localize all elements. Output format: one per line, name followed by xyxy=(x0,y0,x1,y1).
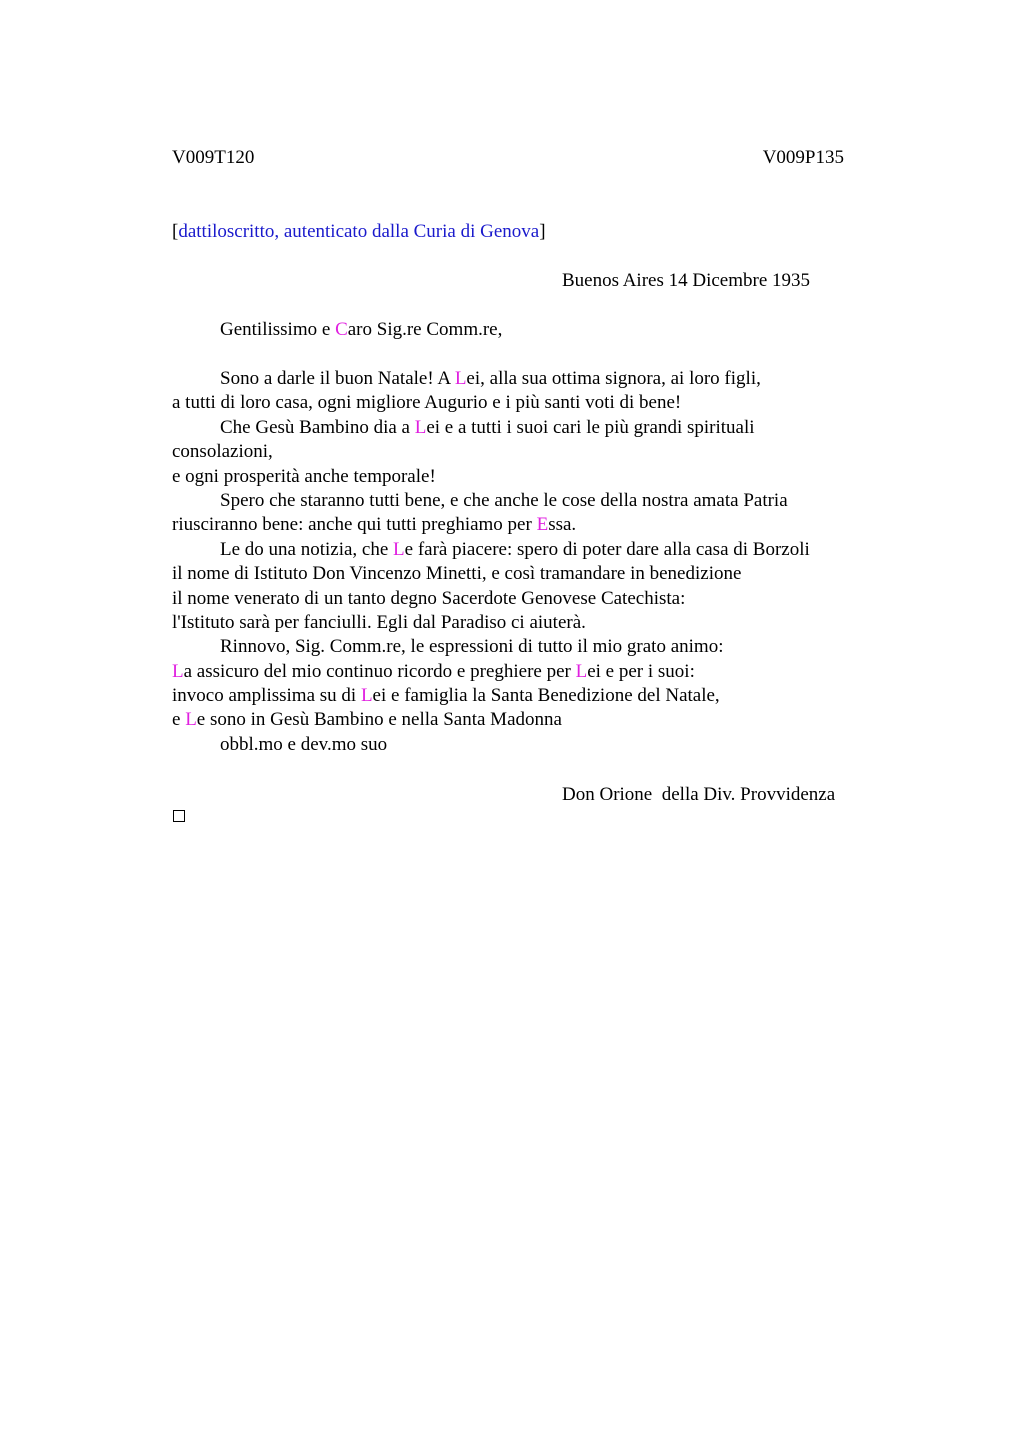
body-line: La assicuro del mio continuo ricordo e preghiere per Lei e per i suoi: xyxy=(172,660,695,682)
body-line: Che Gesù Bambino dia a Lei e a tutti i suoi cari le più grandi spirituali xyxy=(220,416,755,438)
salutation-text: Gentilissimo e xyxy=(220,319,336,340)
note-open-bracket: [ xyxy=(172,221,179,242)
empty-square-icon xyxy=(173,810,185,822)
body-line: a tutti di loro casa, ogni migliore Augurio e i più santi voti di bene! xyxy=(172,392,682,414)
body-line: e Le sono in Gesù Bambino e nella Santa Madonna xyxy=(172,709,562,731)
body-line: invoco amplissima su di Lei e famiglia la Santa Benedizione del Natale, xyxy=(172,685,720,707)
body-line: consolazioni, xyxy=(172,441,273,463)
salutation-highlight: C xyxy=(335,319,348,340)
body-line: Spero che staranno tutti bene, e che anche le cose della nostra amata Patria xyxy=(220,489,788,511)
body-line: Sono a darle il buon Natale! A Lei, alla sua ottima signora, ai loro figli, xyxy=(220,368,761,389)
closing-formula: obbl.mo e dev.mo suo xyxy=(220,733,388,755)
salutation xyxy=(220,318,502,342)
body-line: Le do una notizia, che Le farà piacere: spero di poter dare alla casa di Borzoli xyxy=(220,538,810,560)
body-line: il nome venerato di un tanto degno Sacerdote Genovese Catechista: xyxy=(172,587,686,609)
body-line: riusciranno bene: anche qui tutti preghiamo per Essa. xyxy=(172,514,577,536)
editorial-note xyxy=(172,220,546,244)
body-line: l'Istituto sarà per fanciulli. Egli dal Paradiso ci aiuterà. xyxy=(172,611,586,633)
letter-date: Buenos Aires 14 Dicembre 1935 xyxy=(562,270,811,291)
salutation-text-rest: aro Sig.re Comm.re, xyxy=(347,319,503,340)
body-line: e ogni prosperità anche temporale! xyxy=(172,465,436,487)
body-line: Rinnovo, Sig. Comm.re, le espressioni di tutto il mio grato animo: xyxy=(220,636,724,658)
document-code-left: V009T120 xyxy=(172,147,255,168)
note-close-bracket: ] xyxy=(539,221,546,242)
signature: Don Orione della Div. Provvidenza xyxy=(562,784,836,805)
document-code-right: V009P135 xyxy=(762,147,844,168)
body-line: il nome di Istituto Don Vincenzo Minetti, e così tramandare in benedizione xyxy=(172,563,742,585)
note-text: dattiloscritto, autenticato dalla Curia di Genova xyxy=(178,221,540,242)
letter-body xyxy=(172,367,872,757)
